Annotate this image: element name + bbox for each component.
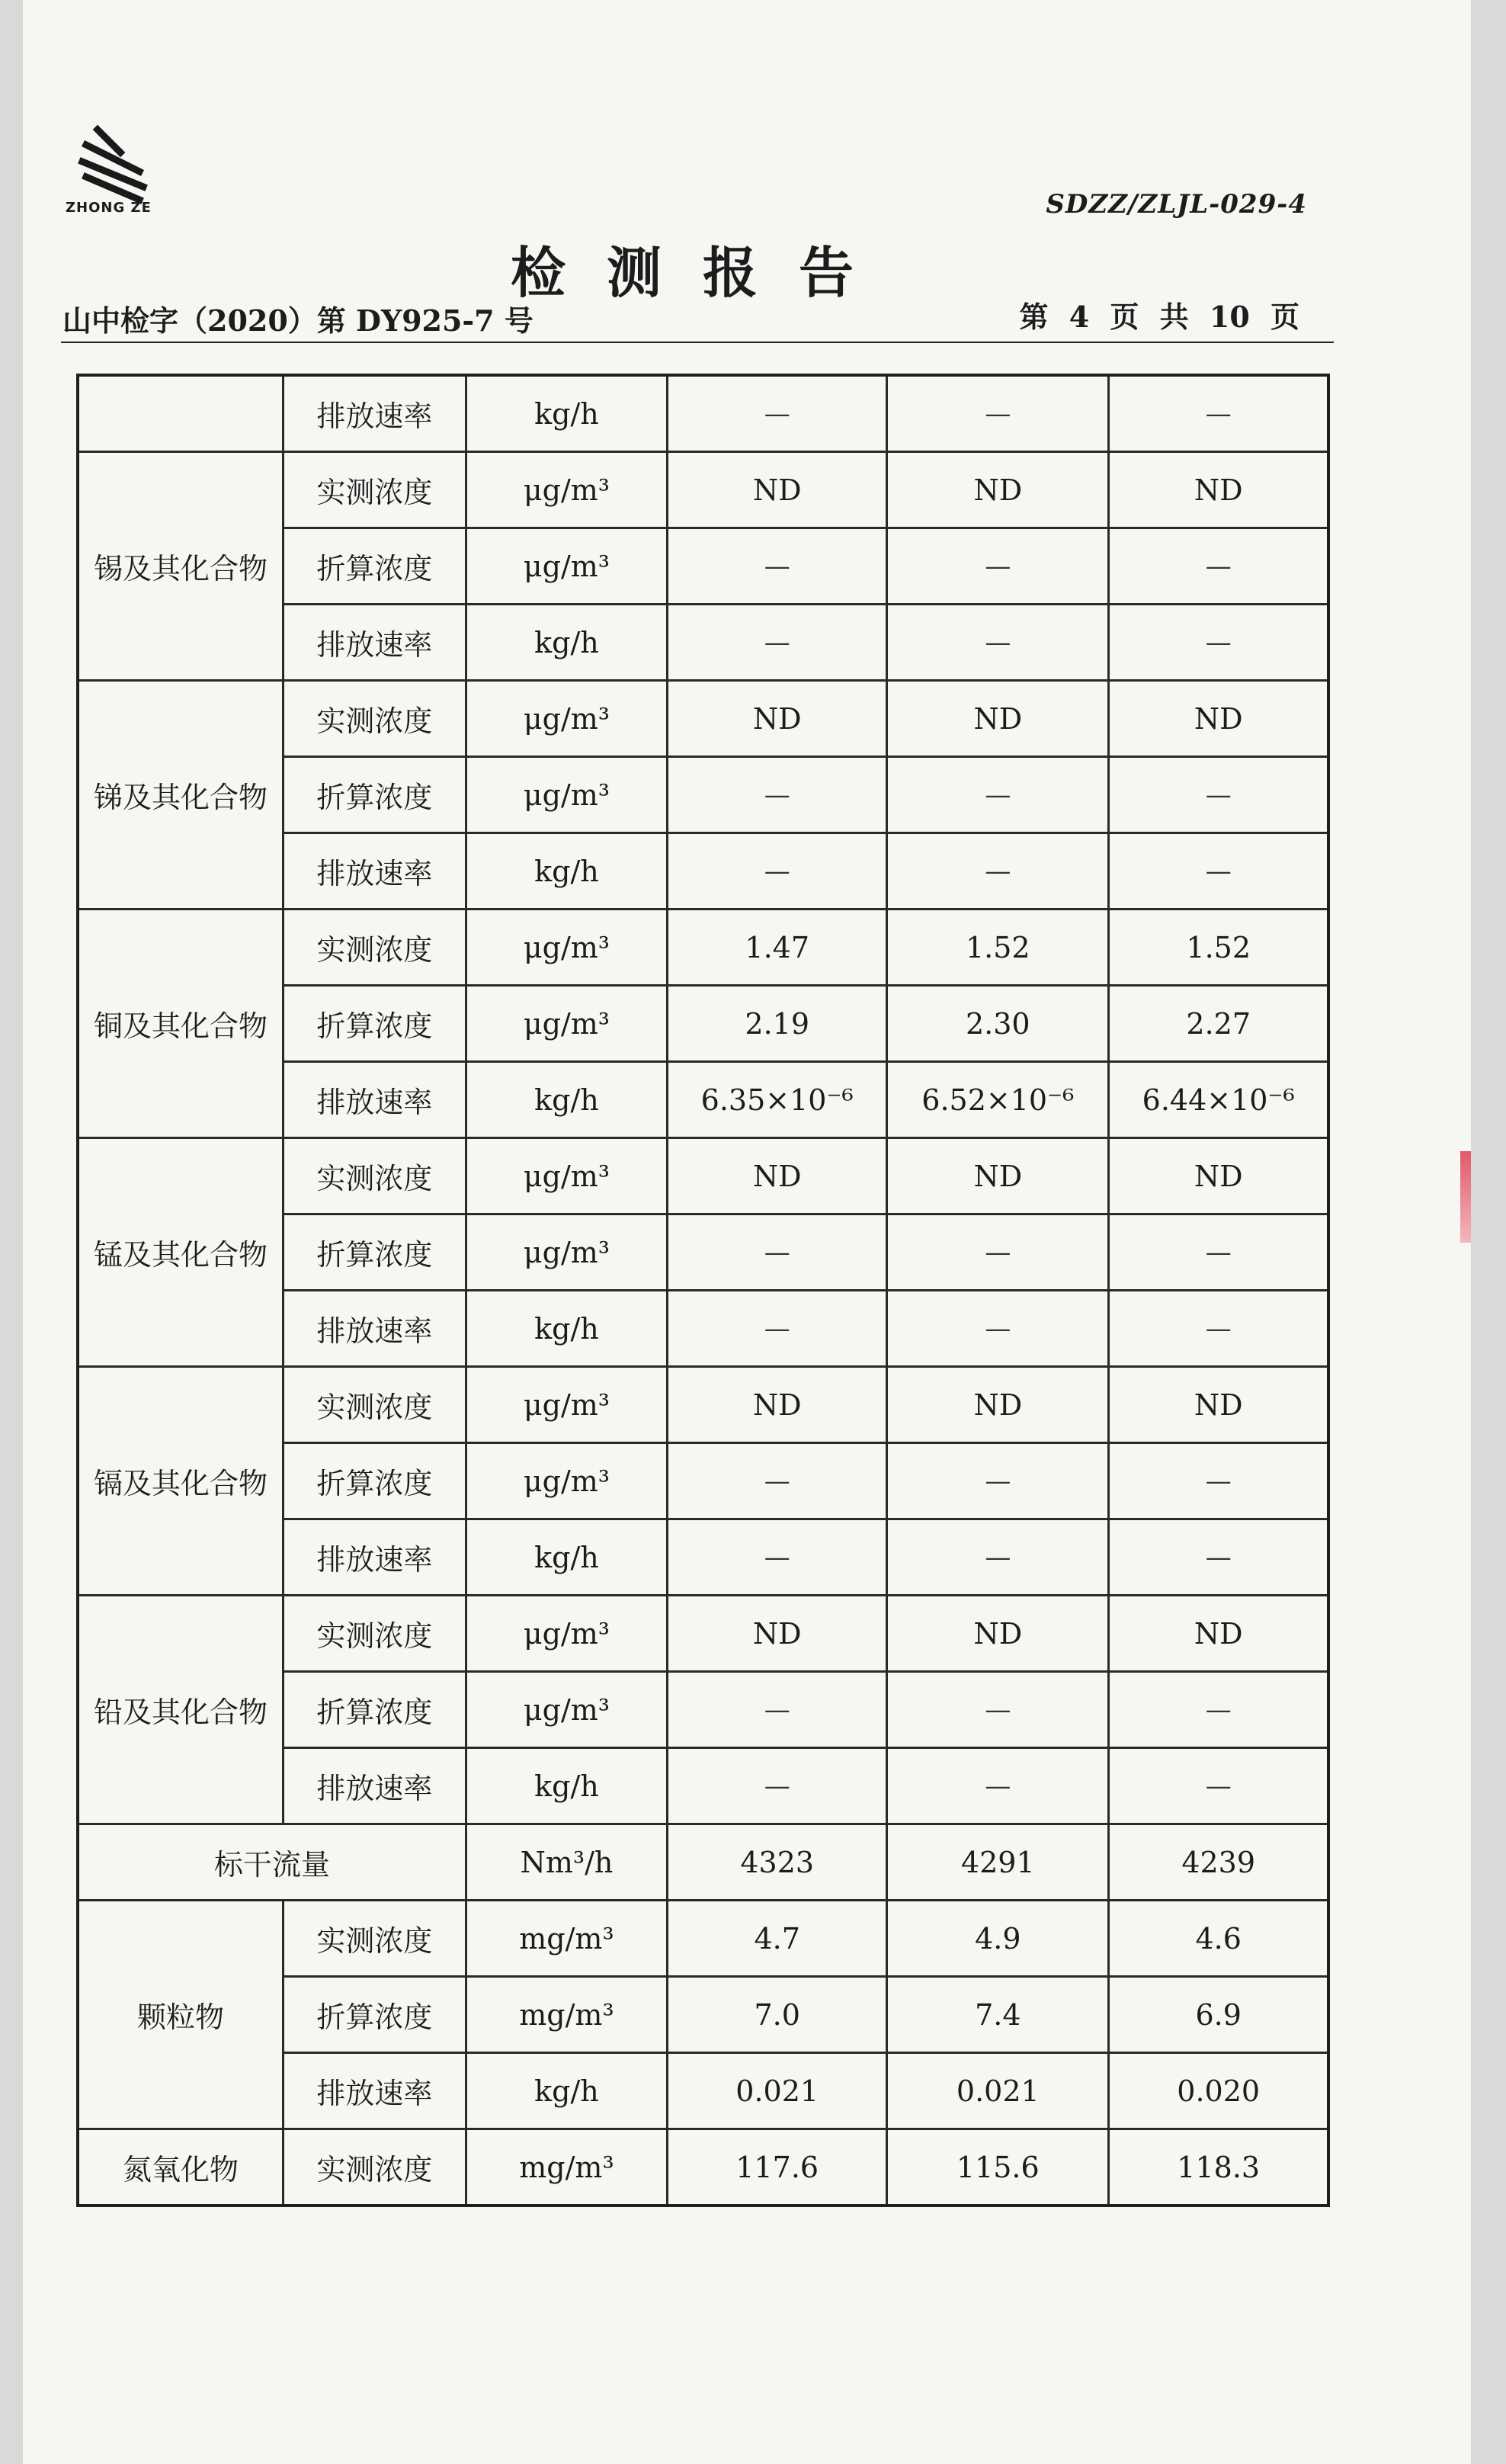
- value-cell: —: [887, 375, 1109, 452]
- value-cell: 4291: [887, 1824, 1109, 1901]
- unit-cell: Nm³/h: [466, 1824, 667, 1901]
- value-cell: 1.47: [668, 910, 887, 986]
- pollutant-name-cell: 锡及其化合物: [78, 452, 284, 681]
- table-row: [78, 1596, 1328, 1672]
- value-cell: 0.021: [887, 2053, 1109, 2129]
- value-cell: 0.021: [668, 2053, 887, 2129]
- unit-cell: μg/m³: [466, 1443, 667, 1519]
- value-cell: ND: [1109, 1138, 1328, 1214]
- value-cell: 4.6: [1109, 1901, 1328, 1977]
- document-code: SDZZ/ZLJL-029-4: [1046, 189, 1307, 220]
- value-cell: ND: [1109, 681, 1328, 757]
- unit-cell: μg/m³: [466, 986, 667, 1062]
- value-cell: 4239: [1109, 1824, 1328, 1901]
- report-page: [23, 0, 1471, 2464]
- unit-cell: kg/h: [466, 375, 667, 452]
- item-cell: 排放速率: [284, 1291, 466, 1367]
- value-cell: —: [668, 1748, 887, 1824]
- value-cell: ND: [668, 1138, 887, 1214]
- table-row: [78, 1138, 1328, 1214]
- pollutant-name-cell: 锰及其化合物: [78, 1138, 284, 1367]
- value-cell: —: [887, 528, 1109, 605]
- value-cell: —: [1109, 1214, 1328, 1291]
- value-cell: —: [1109, 1443, 1328, 1519]
- value-cell: ND: [668, 452, 887, 528]
- value-cell: —: [887, 1748, 1109, 1824]
- table-row: [78, 1367, 1328, 1443]
- item-cell: 折算浓度: [284, 986, 466, 1062]
- emission-results-table: [76, 374, 1330, 2207]
- value-cell: ND: [887, 452, 1109, 528]
- value-cell: 4323: [668, 1824, 887, 1901]
- value-cell: ND: [668, 1596, 887, 1672]
- value-cell: —: [668, 757, 887, 833]
- value-cell: 115.6: [887, 2129, 1109, 2206]
- pollutant-name-cell: 颗粒物: [78, 1901, 284, 2129]
- value-cell: 4.9: [887, 1901, 1109, 1977]
- unit-cell: μg/m³: [466, 1214, 667, 1291]
- unit-cell: kg/h: [466, 1519, 667, 1596]
- item-cell: 排放速率: [284, 2053, 466, 2129]
- item-cell: 折算浓度: [284, 1443, 466, 1519]
- value-cell: —: [1109, 1291, 1328, 1367]
- item-cell: 排放速率: [284, 605, 466, 681]
- item-cell: 折算浓度: [284, 1977, 466, 2053]
- page-edge-mark: [1460, 1151, 1471, 1243]
- value-cell: —: [887, 1519, 1109, 1596]
- value-cell: —: [887, 1291, 1109, 1367]
- value-cell: —: [1109, 375, 1328, 452]
- value-cell: 117.6: [668, 2129, 887, 2206]
- unit-cell: μg/m³: [466, 681, 667, 757]
- value-cell: —: [1109, 605, 1328, 681]
- value-cell: ND: [1109, 1596, 1328, 1672]
- item-cell: 实测浓度: [284, 2129, 466, 2206]
- value-cell: —: [1109, 1748, 1328, 1824]
- value-cell: —: [1109, 528, 1328, 605]
- item-cell: 排放速率: [284, 833, 466, 910]
- unit-cell: mg/m³: [466, 2129, 667, 2206]
- unit-cell: kg/h: [466, 605, 667, 681]
- table-row: [78, 1824, 1328, 1901]
- value-cell: —: [887, 757, 1109, 833]
- item-cell: 折算浓度: [284, 528, 466, 605]
- value-cell: —: [1109, 757, 1328, 833]
- value-cell: 7.0: [668, 1977, 887, 2053]
- table-row: [78, 452, 1328, 528]
- unit-cell: mg/m³: [466, 1977, 667, 2053]
- unit-cell: kg/h: [466, 1062, 667, 1138]
- value-cell: —: [668, 1672, 887, 1748]
- value-cell: 118.3: [1109, 2129, 1328, 2206]
- unit-cell: μg/m³: [466, 452, 667, 528]
- logo-text: ZHONG ZE: [66, 200, 152, 216]
- value-cell: ND: [1109, 1367, 1328, 1443]
- pollutant-name-cell: 铅及其化合物: [78, 1596, 284, 1824]
- unit-cell: kg/h: [466, 1748, 667, 1824]
- unit-cell: μg/m³: [466, 757, 667, 833]
- table-row: [78, 910, 1328, 986]
- item-cell: 实测浓度: [284, 1596, 466, 1672]
- value-cell: ND: [668, 1367, 887, 1443]
- value-cell: —: [1109, 833, 1328, 910]
- item-cell: 排放速率: [284, 375, 466, 452]
- value-cell: 7.4: [887, 1977, 1109, 2053]
- value-cell: —: [887, 833, 1109, 910]
- table-row: [78, 681, 1328, 757]
- item-cell: 折算浓度: [284, 757, 466, 833]
- value-cell: —: [1109, 1519, 1328, 1596]
- value-cell: —: [887, 1672, 1109, 1748]
- value-cell: 0.020: [1109, 2053, 1328, 2129]
- value-cell: 2.30: [887, 986, 1109, 1062]
- pollutant-name-cell: 铜及其化合物: [78, 910, 284, 1138]
- pollutant-name-cell: [78, 375, 284, 452]
- report-title: 检测报告: [511, 240, 896, 305]
- item-cell: 排放速率: [284, 1062, 466, 1138]
- value-cell: 6.35×10⁻⁶: [668, 1062, 887, 1138]
- value-cell: —: [668, 1214, 887, 1291]
- value-cell: —: [887, 1214, 1109, 1291]
- unit-cell: kg/h: [466, 2053, 667, 2129]
- item-cell: 实测浓度: [284, 1138, 466, 1214]
- value-cell: —: [1109, 1672, 1328, 1748]
- value-cell: 1.52: [887, 910, 1109, 986]
- unit-cell: kg/h: [466, 1291, 667, 1367]
- unit-cell: μg/m³: [466, 1672, 667, 1748]
- value-cell: —: [887, 605, 1109, 681]
- value-cell: —: [668, 1443, 887, 1519]
- value-cell: —: [668, 375, 887, 452]
- value-cell: 1.52: [1109, 910, 1328, 986]
- table-row: [78, 2129, 1328, 2206]
- value-cell: ND: [1109, 452, 1328, 528]
- table-row: [78, 1901, 1328, 1977]
- value-cell: —: [668, 528, 887, 605]
- value-cell: 4.7: [668, 1901, 887, 1977]
- unit-cell: μg/m³: [466, 1138, 667, 1214]
- value-cell: 6.9: [1109, 1977, 1328, 2053]
- unit-cell: μg/m³: [466, 1596, 667, 1672]
- unit-cell: μg/m³: [466, 1367, 667, 1443]
- value-cell: 6.52×10⁻⁶: [887, 1062, 1109, 1138]
- value-cell: —: [668, 605, 887, 681]
- flow-label-cell: 标干流量: [78, 1824, 466, 1901]
- report-number: 山中检字（2020）第 DY925-7 号: [62, 303, 534, 338]
- unit-cell: μg/m³: [466, 910, 667, 986]
- value-cell: 6.44×10⁻⁶: [1109, 1062, 1328, 1138]
- pollutant-name-cell: 镉及其化合物: [78, 1367, 284, 1596]
- value-cell: —: [668, 1291, 887, 1367]
- item-cell: 实测浓度: [284, 1367, 466, 1443]
- table-row: [78, 375, 1328, 452]
- value-cell: 2.27: [1109, 986, 1328, 1062]
- item-cell: 实测浓度: [284, 681, 466, 757]
- value-cell: ND: [887, 1367, 1109, 1443]
- page-indicator: 第 4 页 共 10 页: [1019, 300, 1299, 334]
- item-cell: 实测浓度: [284, 910, 466, 986]
- unit-cell: kg/h: [466, 833, 667, 910]
- pollutant-name-cell: 氮氧化物: [78, 2129, 284, 2206]
- item-cell: 实测浓度: [284, 1901, 466, 1977]
- value-cell: ND: [887, 681, 1109, 757]
- unit-cell: μg/m³: [466, 528, 667, 605]
- pollutant-name-cell: 锑及其化合物: [78, 681, 284, 910]
- value-cell: —: [887, 1443, 1109, 1519]
- unit-cell: mg/m³: [466, 1901, 667, 1977]
- value-cell: 2.19: [668, 986, 887, 1062]
- item-cell: 排放速率: [284, 1519, 466, 1596]
- value-cell: ND: [668, 681, 887, 757]
- item-cell: 排放速率: [284, 1748, 466, 1824]
- value-cell: ND: [887, 1596, 1109, 1672]
- item-cell: 实测浓度: [284, 452, 466, 528]
- header-divider: [61, 342, 1334, 343]
- value-cell: ND: [887, 1138, 1109, 1214]
- item-cell: 折算浓度: [284, 1214, 466, 1291]
- value-cell: —: [668, 1519, 887, 1596]
- item-cell: 折算浓度: [284, 1672, 466, 1748]
- value-cell: —: [668, 833, 887, 910]
